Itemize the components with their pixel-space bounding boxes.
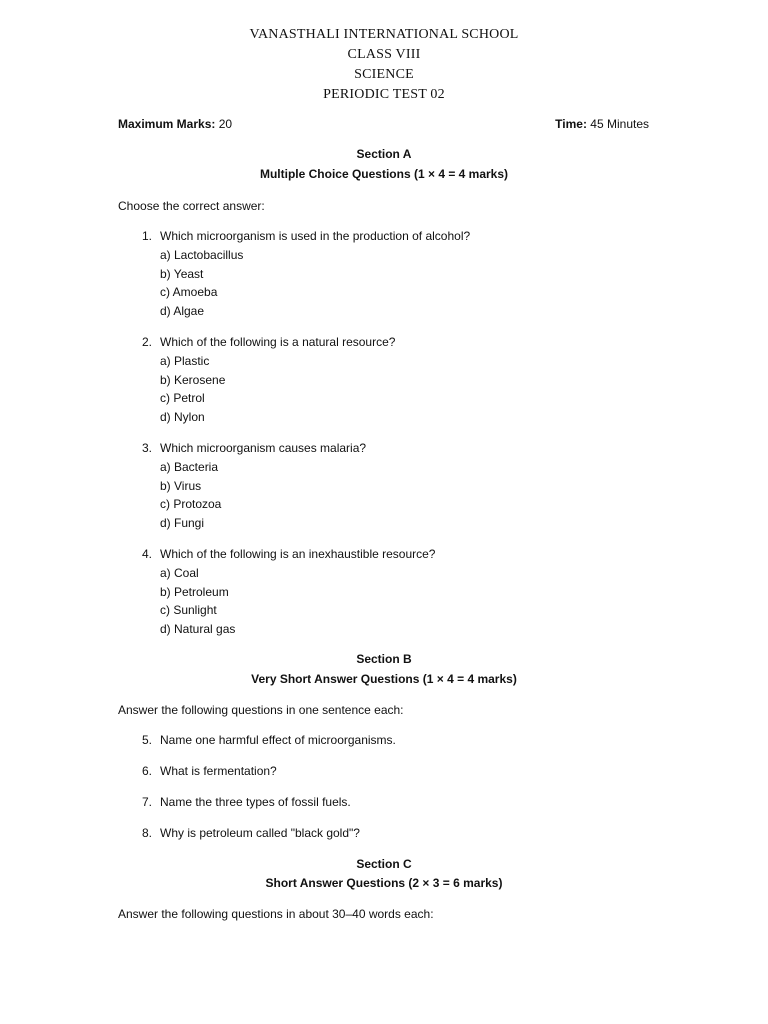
- section-a-title: Section A: [356, 147, 412, 161]
- option-b: b) Yeast: [160, 266, 204, 281]
- section-b-subtitle: Very Short Answer Questions (1 × 4 = 4 marks): [251, 672, 517, 686]
- question-text: Name one harmful effect of microorganisms.: [160, 733, 396, 747]
- class-name: CLASS VIII: [347, 47, 421, 62]
- option-d: d) Nylon: [160, 410, 205, 424]
- time-value: 45 Minutes: [590, 117, 649, 131]
- option-c: c) Amoeba: [160, 285, 218, 300]
- option-b: b) Petroleum: [160, 584, 229, 599]
- question-number: 4.: [141, 547, 152, 561]
- question-text: Why is petroleum called "black gold"?: [160, 826, 360, 840]
- option-a: a) Lactobacillus: [160, 247, 244, 262]
- maximum-marks-value: 20: [218, 117, 233, 131]
- marks-time-row: [118, 117, 649, 134]
- option-a: a) Bacteria: [160, 459, 219, 474]
- option-d: d) Natural gas: [160, 622, 236, 636]
- time-label: Time:: [555, 117, 587, 131]
- question-number: 2.: [141, 335, 152, 349]
- option-c: c) Sunlight: [160, 603, 217, 618]
- question-number: 8.: [141, 826, 152, 840]
- question-number: 5.: [141, 733, 152, 747]
- school-name: VANASTHALI INTERNATIONAL SCHOOL: [249, 27, 519, 42]
- section-c-subtitle: Short Answer Questions (2 × 3 = 6 marks): [265, 876, 503, 890]
- test-name: PERIODIC TEST 02: [323, 87, 445, 102]
- maximum-marks: [118, 117, 232, 131]
- option-c: c) Petrol: [160, 391, 205, 406]
- question-number: 1.: [141, 229, 152, 243]
- paper-header: [0, 25, 768, 105]
- option-c: c) Protozoa: [160, 497, 222, 512]
- section-a-subtitle: Multiple Choice Questions (1 × 4 = 4 marks): [259, 167, 509, 181]
- question-text: Name the three types of fossil fuels.: [160, 795, 351, 809]
- section-c-title: Section C: [356, 857, 412, 871]
- section-b-title: Section B: [356, 652, 412, 666]
- question-text: Which of the following is an inexhaustible resource?: [160, 547, 436, 561]
- question-text: Which of the following is a natural resource?: [160, 335, 396, 349]
- time-allowed: [555, 117, 649, 131]
- question-text: What is fermentation?: [160, 764, 277, 778]
- option-d: d) Fungi: [160, 516, 205, 530]
- maximum-marks-label: Maximum Marks:: [118, 117, 216, 131]
- section-c-instruction: Answer the following questions in about 30–40 words each:: [118, 907, 434, 921]
- subject-name: SCIENCE: [354, 67, 414, 82]
- option-a: a) Coal: [160, 565, 199, 580]
- question-number: 7.: [141, 795, 152, 809]
- section-b-instruction: Answer the following questions in one sentence each:: [118, 703, 404, 717]
- option-b: b) Kerosene: [160, 372, 226, 387]
- option-a: a) Plastic: [160, 353, 210, 368]
- question-number: 6.: [141, 764, 152, 778]
- section-a-instruction: Choose the correct answer:: [118, 199, 265, 213]
- option-b: b) Virus: [160, 478, 202, 493]
- question-number: 3.: [141, 441, 152, 455]
- question-text: Which microorganism is used in the production of alcohol?: [160, 229, 471, 243]
- question-text: Which microorganism causes malaria?: [160, 441, 367, 455]
- option-d: d) Algae: [160, 304, 205, 318]
